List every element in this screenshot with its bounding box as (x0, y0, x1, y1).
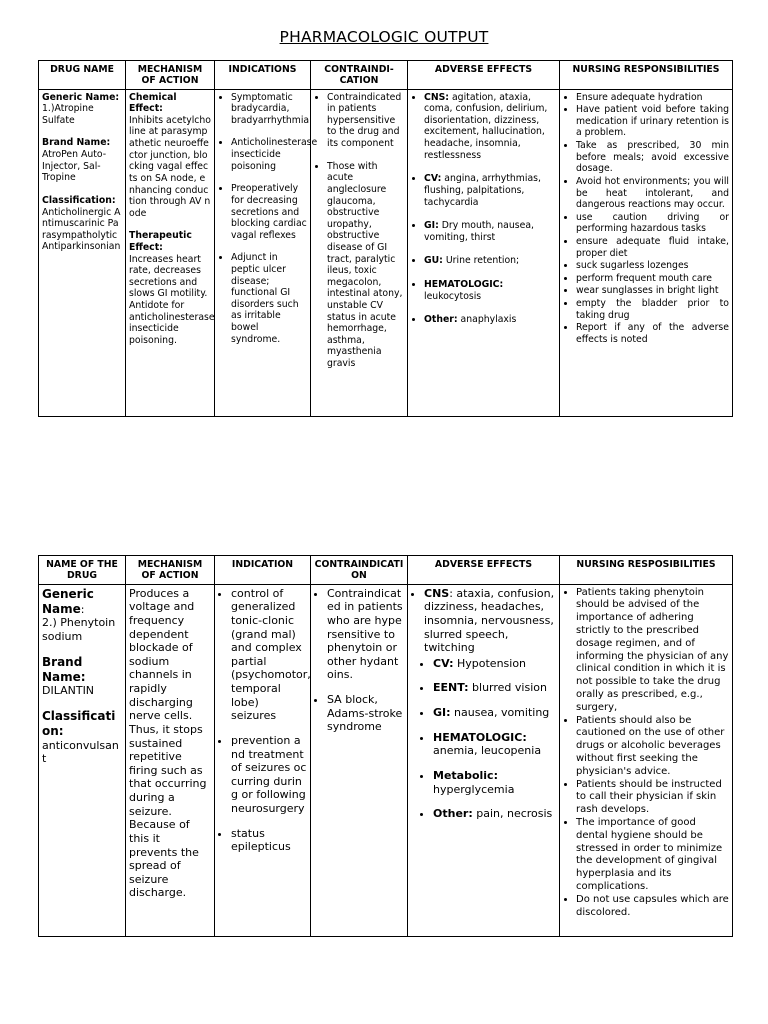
list-item: • Patients taking phenytoin should be advised of the importance of adhering strictly to the prescribed dosage regimen, and of informing the physician of any clinical condition in which it is not possible to take the drug orally as prescribed, e.g., surgery, (576, 587, 729, 715)
brand-name-value: AtroPen Auto-Injector, Sal-Tropine (42, 149, 107, 184)
list-item: • ensure adequate fluid intake, proper diet (576, 236, 729, 259)
contraindications-list (314, 587, 404, 734)
header-contraindication: CONTRAINDICATION (311, 556, 408, 585)
header-mechanism: MECHANISM OF ACTION (126, 556, 215, 585)
classification-value: Anticholinergic Antimuscarinic Parasympatholytic Antiparkinsonian (42, 206, 121, 253)
generic-name-label: Generic Name (42, 586, 94, 616)
generic-name-label: Generic Name: (42, 91, 120, 103)
adverse-effects-cell (408, 89, 560, 416)
list-item: • Symptomatic bradycardia, bradyarrhythmia (231, 92, 307, 127)
indication-cell (215, 584, 311, 936)
brand-name-label: Brand Name: (42, 654, 86, 684)
list-item: • empty the bladder prior to taking drug (576, 298, 729, 321)
brand-name-value: DILANTIN (42, 684, 95, 698)
list-item: • GI: Dry mouth, nausea, vomiting, thirst (424, 220, 556, 243)
list-item: • Metabolic: hyperglycemia (433, 769, 556, 796)
drug-name-cell (39, 584, 126, 936)
list-item: • CNS: agitation, ataxia, coma, confusion, delirium, disorientation, dizziness, excitement, hallucination, headache, insomnia, restlessness (424, 92, 556, 162)
list-item: • GU: Urine retention; (424, 255, 556, 267)
list-item: • HEMATOLOGIC: leukocytosis (424, 279, 556, 302)
mechanism-cell (126, 584, 215, 936)
therapeutic-effect-text: Increases heart rate, decreases secretions and slows GI motility. Antidote for anticholinesterase insecticide poisoning. (129, 253, 215, 346)
nursing-cell (560, 584, 733, 936)
list-item: • Contraindicated in patients hypersensitive to the drug and its component (327, 92, 404, 150)
generic-name-heading: Generic Name: (42, 586, 94, 616)
list-item: • Ensure adequate hydration (576, 92, 729, 104)
drug-name-cell (39, 89, 126, 416)
list-item: • Take as prescribed, 30 min before meals; avoid excessive dosage. (576, 140, 729, 175)
list-item: • HEMATOLOGIC: anemia, leucopenia (433, 731, 556, 758)
table-header-row (39, 61, 733, 90)
generic-name-value: 1.)Atropine Sulfate (42, 103, 94, 126)
contraindication-cell (311, 89, 408, 416)
generic-name-value: 2.) Phenytoin sodium (42, 616, 116, 644)
header-contraindication: CONTRAINDI-CATION (311, 61, 408, 90)
list-item: • GI: nausea, vomiting (433, 706, 556, 720)
list-item: • SA block, Adams-stroke syndrome (327, 693, 404, 734)
header-nursing: NURSING RESPOSIBILITIES (560, 556, 733, 585)
table-row (39, 584, 733, 936)
indications-list (218, 586, 311, 854)
header-adverse-effects: ADVERSE EFFECTS (408, 61, 560, 90)
header-adverse-effects: ADVERSE EFFECTS (408, 556, 560, 585)
list-item: • EENT: blurred vision (433, 681, 556, 695)
list-item: • Contraindicated in patients who are hypersensitive to phenytoin or other hydantoins. (327, 587, 404, 682)
chemical-effect-label: Chemical Effect: (129, 91, 177, 115)
table-row (39, 89, 733, 416)
header-drug-name: DRUG NAME (39, 61, 126, 90)
mechanism-text: Produces a voltage and frequency dependent blockade of sodium channels in rapidly discharging nerve cells. Thus, it stops sustained repetitive firing such as that occurring during a seizure. Because of this it prevents the spread of seizure discharge. (129, 586, 207, 900)
list-item: • The importance of good dental hygiene should be stressed in order to minimize the development of gingival hyperplasia and its complications. (576, 817, 729, 894)
list-item: • Anticholinesterase insecticide poisoning (231, 137, 307, 172)
list-item: • Report if any of the adverse effects is noted (576, 322, 729, 345)
list-item: • wear sunglasses in bright light (576, 285, 729, 297)
list-item: • Do not use capsules which are discolored. (576, 894, 729, 920)
list-item: • Preoperatively for decreasing secretions and blocking cardiac vagal reflexes (231, 183, 307, 241)
adverse-effects-list (411, 92, 556, 326)
list-item: • use caution driving or performing hazardous tasks (576, 212, 729, 235)
therapeutic-effect-label: Therapeutic Effect: (129, 230, 192, 253)
list-item: • control of generalized tonic-clonic (grand mal) and complex partial (psychomotor, temporal lobe) seizures (231, 587, 307, 723)
nursing-cell (560, 89, 733, 416)
contraindications-list (314, 92, 404, 370)
list-item: • Other: anaphylaxis (424, 314, 556, 326)
list-item: • Patients should be instructed to call their physician if skin rash develops. (576, 779, 729, 817)
list-item: • perform frequent mouth care (576, 273, 729, 285)
brand-name-label: Brand Name: (42, 137, 111, 149)
mechanism-cell (126, 89, 215, 416)
adverse-effects-cell (408, 584, 560, 936)
adverse-effects-sublist (411, 657, 556, 821)
list-item: • Avoid hot environments; you will be heat intolerant, and dangerous reactions may occur. (576, 176, 729, 211)
list-item: • status epilepticus (231, 827, 307, 854)
header-nursing: NURSING RESPONSIBILITIES (560, 61, 733, 90)
list-item: • CNS: ataxia, confusion, dizziness, headaches, insomnia, nervousness, slurred speech, twitching (424, 587, 556, 655)
list-item: • Other: pain, necrosis (433, 807, 556, 821)
drug-table-phenytoin (38, 555, 733, 937)
drug-table-atropine (38, 60, 733, 417)
header-indications: INDICATIONS (215, 61, 311, 90)
list-item: • CV: Hypotension (433, 657, 556, 671)
list-item: • suck sugarless lozenges (576, 260, 729, 272)
classification-label: Classification: (42, 194, 116, 206)
nursing-list (563, 587, 729, 920)
chemical-effect-text: Inhibits acetylcholine at parasympathetic neuroeffector junction, blocking vagal effects on SA node, enhancing conduction through AV node (129, 114, 211, 219)
list-item: • CV: angina, arrhythmias, flushing, palpitations, tachycardia (424, 173, 556, 208)
contraindication-cell (311, 584, 408, 936)
list-item: • Those with acute angleclosure glaucoma, obstructive uropathy, obstructive disease of GI tract, paralytic ileus, toxic megacolon, intestinal atony, unstable CV status in acute hemorrhage, asthma, myasthenia gravis (327, 161, 404, 370)
indications-cell (215, 89, 318, 416)
table-header-row (39, 556, 733, 585)
indications-list (218, 91, 318, 346)
classification-label: Classification: (42, 709, 116, 738)
nursing-list (563, 92, 729, 346)
header-drug-name: NAME OF THE DRUG (39, 556, 126, 585)
page-title: PHARMACOLOGIC OUTPUT (279, 28, 489, 46)
classification-value: anticonvulsant (42, 738, 119, 766)
list-item: • Adjunct in peptic ulcer disease; functional GI disorders such as irritable bowel syndrome. (231, 252, 307, 345)
adverse-effects-list (411, 587, 556, 655)
list-item: • prevention and treatment of seizures occurring during or following neurosurgery (231, 734, 307, 816)
list-item: • Patients should also be cautioned on the use of other drugs or alcoholic beverages without first seeking the physician's advice. (576, 715, 729, 779)
list-item: • Have patient void before taking medication if urinary retention is a problem. (576, 104, 729, 139)
header-mechanism: MECHANISM OF ACTION (126, 61, 215, 90)
header-indication: INDICATION (215, 556, 311, 585)
